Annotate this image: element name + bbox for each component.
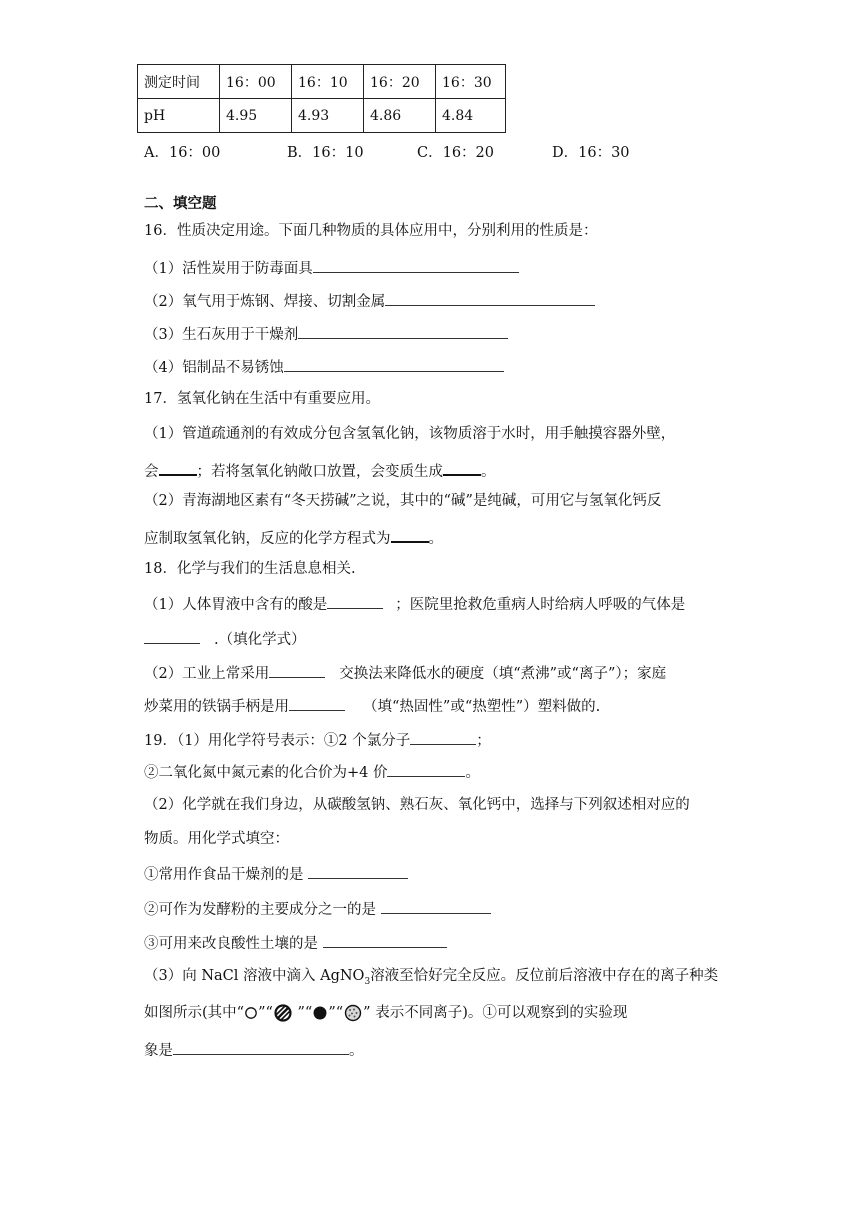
answer-blank[interactable] xyxy=(298,322,508,339)
q16-item-2 xyxy=(144,289,595,313)
q19-p2-item-1 xyxy=(144,862,408,886)
table-cell: 4.84 xyxy=(436,99,506,133)
answer-blank[interactable] xyxy=(144,627,200,644)
q19-text: ②可作为发酵粉的主要成分之一的是 xyxy=(144,902,376,918)
table-cell: 4.86 xyxy=(364,99,436,133)
q19-text: 19．（1）用化学符号表示：①2 个氯分子 xyxy=(144,733,411,749)
table-header-time: 测定时间 xyxy=(138,65,220,99)
q17-text: 。 xyxy=(481,464,496,480)
q18-p2-line2 xyxy=(144,694,600,718)
answer-blank[interactable] xyxy=(289,694,345,711)
q18-text: （1）人体胃液中含有的酸是 xyxy=(144,597,328,613)
q18-stem: 18．化学与我们的生活息息相关. xyxy=(144,561,356,577)
ph-table xyxy=(137,64,506,133)
table-cell: 16：30 xyxy=(436,65,506,99)
section-title: 二、填空题 xyxy=(144,196,217,212)
q16-item-text: （1）活性炭用于防毒面具 xyxy=(144,261,313,277)
q19-text: ” 表示不同离子)。①可以观察到的实验现 xyxy=(363,1005,628,1021)
answer-blank[interactable] xyxy=(173,1038,349,1055)
answer-blank[interactable] xyxy=(381,897,491,914)
answer-blank[interactable] xyxy=(313,256,519,273)
answer-blank[interactable] xyxy=(410,728,476,745)
q19-text: ”“ xyxy=(258,1005,273,1021)
answer-blank[interactable] xyxy=(308,862,408,879)
q18-text: .（填化学式） xyxy=(214,632,306,648)
answer-blank[interactable] xyxy=(385,289,595,306)
q18-p1-line1 xyxy=(144,592,685,616)
option-b: B．16：10 xyxy=(287,145,364,161)
table-cell: 4.95 xyxy=(220,99,292,133)
q19-text: ； xyxy=(476,733,491,749)
q19-p1-line1 xyxy=(144,728,491,752)
q17-p2-line1: （2）青海湖地区素有“冬天捞碱”之说，其中的“碱”是纯碱，可用它与氢氧化钙反 xyxy=(144,493,662,509)
answer-blank[interactable] xyxy=(387,760,465,777)
q18-text: 交换法来降低水的硬度（填“煮沸”或“离子”）；家庭 xyxy=(339,666,667,682)
table-cell: 16：00 xyxy=(220,65,292,99)
q18-text: ；医院里抢救危重病人时给病人呼吸的气体是 xyxy=(395,597,686,613)
q18-text: （填“热固性”或“热塑性”）塑料做的. xyxy=(363,699,601,715)
q18-p1-line2 xyxy=(144,627,306,651)
q19-p3-line1 xyxy=(144,965,718,993)
solid-circle-ion-icon xyxy=(312,1005,328,1021)
q19-text: ②二氧化氮中氮元素的化合价为+4 价 xyxy=(144,765,388,781)
answer-blank[interactable] xyxy=(269,661,325,678)
q19-text: 溶液至恰好完全反应。反位前后溶液中存在的离子种类 xyxy=(370,968,719,984)
q17-text: 。 xyxy=(428,531,443,547)
q19-text: 如图所示(其中“ xyxy=(144,1005,245,1021)
dotted-circle-ion-icon xyxy=(343,1003,363,1023)
answer-blank[interactable] xyxy=(443,458,481,476)
q18-p2-line1 xyxy=(144,661,666,685)
q19-p1-line2 xyxy=(144,760,480,784)
option-a: A．16：00 xyxy=(144,145,221,161)
q18-text: 炒菜用的铁锅手柄是用 xyxy=(144,699,289,715)
hatched-circle-ion-icon xyxy=(273,1003,293,1023)
q19-text: 象是 xyxy=(144,1043,173,1059)
q16-stem: 16．性质决定用途。下面几种物质的具体应用中，分别利用的性质是： xyxy=(144,223,598,239)
q19-text: ”“ xyxy=(328,1005,344,1021)
q19-p2-item-3 xyxy=(144,931,447,955)
table-header-ph: pH xyxy=(138,99,220,133)
q16-item-1 xyxy=(144,256,519,280)
q19-text: ”“ xyxy=(292,1005,313,1021)
q19-text: ①常用作食品干燥剂的是 xyxy=(144,867,304,883)
answer-blank[interactable] xyxy=(323,931,447,948)
q19-p3-line3 xyxy=(144,1038,364,1062)
q16-item-3 xyxy=(144,322,508,346)
option-d: D．16：30 xyxy=(552,145,630,161)
q19-text: ③可用来改良酸性土壤的是 xyxy=(144,936,318,952)
table-row xyxy=(138,99,506,133)
hollow-circle-ion-icon xyxy=(244,1006,258,1020)
q19-p3-line2 xyxy=(144,1002,627,1024)
q19-p2-line1: （2）化学就在我们身边，从碳酸氢钠、熟石灰、氧化钙中，选择与下列叙述相对应的 xyxy=(144,797,690,813)
q17-text: ；若将氢氧化钠敞口放置，会变质生成 xyxy=(196,464,443,480)
answer-blank[interactable] xyxy=(327,592,383,609)
q19-p2-item-2 xyxy=(144,897,491,921)
q16-item-text: （3）生石灰用于干燥剂 xyxy=(144,327,299,343)
answer-blank[interactable] xyxy=(159,458,197,476)
q19-text: 。 xyxy=(465,765,480,781)
answer-blank[interactable] xyxy=(391,525,429,543)
q17-p2-line2 xyxy=(144,525,443,550)
q17-text: 会 xyxy=(144,464,159,480)
q16-item-4 xyxy=(144,355,504,379)
q18-text: （2）工业上常采用 xyxy=(144,666,270,682)
table-row xyxy=(138,65,506,99)
q19-p2-line2: 物质。用化学式填空： xyxy=(144,831,289,847)
table-cell: 16：10 xyxy=(292,65,364,99)
q19-text: 。 xyxy=(349,1043,364,1059)
table-cell: 4.93 xyxy=(292,99,364,133)
option-c: C．16：20 xyxy=(417,145,494,161)
q19-text: （3）向 NaCl 溶液中滴入 AgNO xyxy=(144,968,365,984)
q17-text: 应制取氢氧化钠，反应的化学方程式为 xyxy=(144,531,391,547)
q17-p1-line2 xyxy=(144,458,496,483)
table-cell: 16：20 xyxy=(364,65,436,99)
q16-item-text: （4）铝制品不易锈蚀 xyxy=(144,360,284,376)
answer-blank[interactable] xyxy=(284,355,504,372)
subscript: 3 xyxy=(364,976,371,987)
q16-item-text: （2）氧气用于炼钢、焊接、切割金属 xyxy=(144,294,386,310)
q17-p1-line1: （1）管道疏通剂的有效成分包含氢氧化钠，该物质溶于水时，用手触摸容器外壁， xyxy=(144,426,676,442)
q17-stem: 17．氢氧化钠在生活中有重要应用。 xyxy=(144,391,380,407)
